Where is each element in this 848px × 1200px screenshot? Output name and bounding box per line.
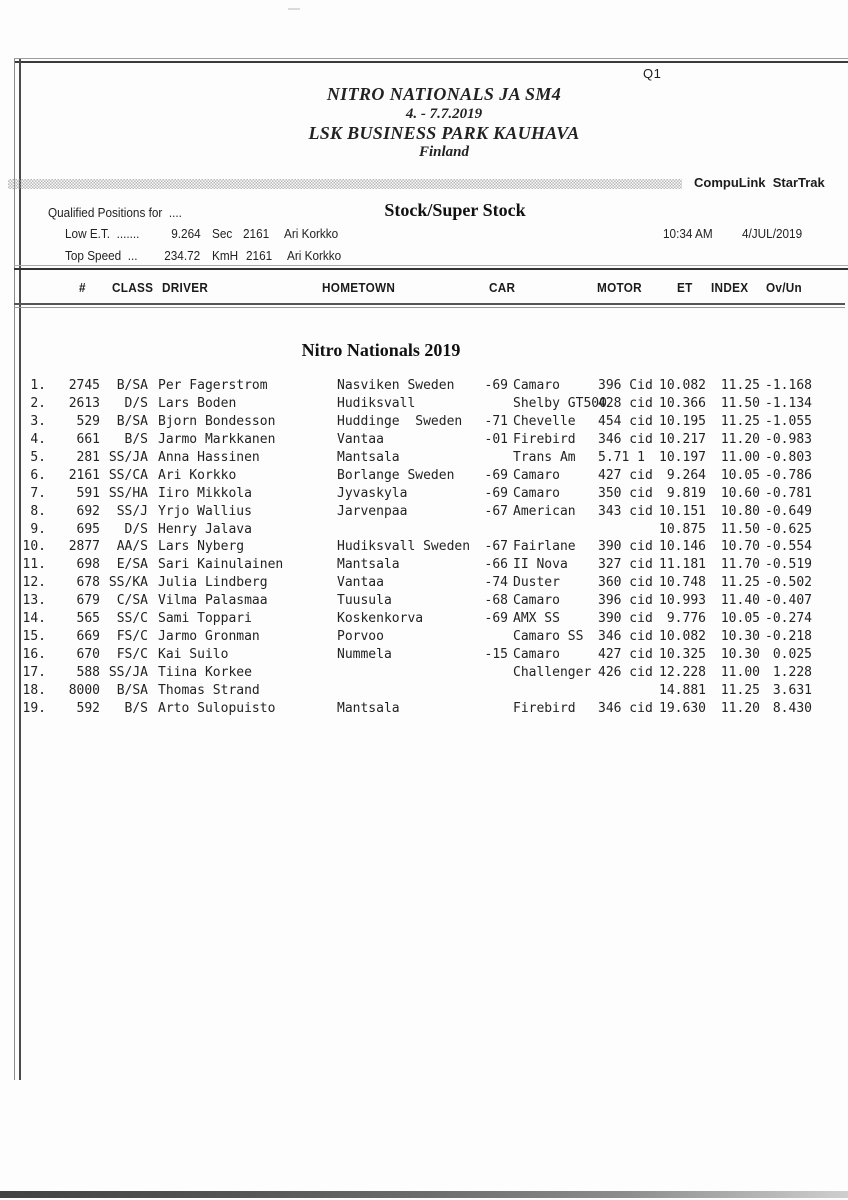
table-row [0, 521, 848, 539]
col-header-ovun: Ov/Un [766, 281, 803, 295]
cell-motor: 327 cid [598, 557, 653, 573]
cell-index: 11.25 [720, 413, 760, 429]
cell-driver: Lars Nyberg [158, 539, 245, 555]
cell-et: 11.181 [659, 557, 706, 573]
table-row [0, 431, 848, 449]
cell-position: 9. [30, 521, 46, 537]
cell-position: 1. [30, 378, 46, 393]
cell-car-name: II Nova [513, 557, 568, 573]
cell-hometown: Mantsala [337, 557, 400, 573]
cell-over-under: -0.218 [765, 629, 812, 645]
cell-class: B/SA [116, 682, 148, 698]
table-row [0, 467, 848, 485]
cell-over-under: -0.983 [765, 431, 812, 447]
cell-driver: Kai Suilo [158, 647, 229, 663]
cell-et: 10.197 [659, 449, 706, 465]
cell-motor: 5.71 1 [598, 449, 645, 465]
cell-class: SS/C [116, 611, 148, 627]
cell-position: 8. [30, 503, 46, 519]
cell-position: 2. [30, 395, 46, 411]
cell-hometown: Mantsala [337, 449, 400, 465]
cell-hometown: Nasviken Sweden [337, 378, 455, 393]
cell-position: 15. [22, 629, 46, 645]
low-et-car-number: 2161 [243, 227, 270, 241]
cell-index: 10.60 [720, 485, 760, 501]
cell-motor: 350 cid [598, 485, 653, 501]
cell-driver: Per Fagerstrom [158, 378, 268, 393]
cell-hometown: Vantaa [337, 431, 384, 447]
timing-system-brand: CompuLink StarTrak [694, 175, 825, 190]
cell-over-under: -0.554 [765, 539, 812, 555]
cell-over-under: -0.649 [765, 503, 812, 519]
cell-motor: 427 cid [598, 467, 653, 483]
cell-et: 10.082 [659, 378, 706, 393]
cell-et: 10.082 [659, 629, 706, 645]
col-header-class: CLASS [112, 281, 154, 295]
cell-car-number: 591 [76, 485, 100, 501]
cell-over-under: -0.274 [765, 611, 812, 627]
table-row [0, 592, 848, 610]
col-header-number: # [79, 281, 86, 295]
cell-index: 11.40 [720, 593, 760, 609]
cell-car-number: 2877 [68, 539, 100, 555]
cell-hometown: Koskenkorva [337, 611, 424, 627]
table-row [0, 538, 848, 556]
cell-position: 5. [30, 449, 46, 465]
header-rule-bottom-light [14, 307, 845, 308]
table-row [0, 646, 848, 664]
cell-et: 14.881 [659, 682, 706, 698]
table-row [0, 628, 848, 646]
col-header-index: INDEX [711, 281, 749, 295]
cell-motor: 346 cid [598, 431, 653, 447]
cell-car-name: Camaro [513, 467, 560, 483]
cell-car-number: 8000 [68, 682, 100, 698]
cell-car-number: 698 [76, 557, 100, 573]
cell-class: FS/C [116, 629, 148, 645]
cell-over-under: -1.134 [765, 395, 812, 411]
top-speed-driver: Ari Korkko [287, 249, 342, 263]
top-speed-label: Top Speed ... [65, 249, 138, 263]
cell-position: 17. [22, 665, 46, 680]
table-row [0, 664, 848, 682]
cell-motor: 346 cid [598, 700, 653, 716]
cell-car-number: 678 [76, 575, 100, 591]
low-et-label: Low E.T. ....... [65, 227, 140, 241]
table-row [0, 449, 848, 467]
cell-index: 11.20 [720, 700, 760, 716]
cell-index: 11.20 [720, 431, 760, 447]
cell-driver: Lars Boden [158, 395, 237, 411]
cell-position: 11. [22, 557, 46, 573]
cell-index: 11.70 [720, 557, 760, 573]
cell-car-name: Camaro SS [513, 629, 584, 645]
cell-et: 10.748 [659, 575, 706, 591]
table-row [0, 503, 848, 521]
cell-class: SS/HA [108, 485, 148, 501]
cell-car-number: 2613 [68, 395, 100, 411]
cell-motor: 426 cid [598, 665, 653, 680]
cell-et: 10.366 [659, 395, 706, 411]
cell-driver: Iiro Mikkola [158, 485, 252, 501]
low-et-unit: Sec [212, 227, 233, 241]
table-row [0, 377, 848, 395]
cell-position: 7. [30, 485, 46, 501]
cell-hometown: Jyvaskyla [337, 485, 408, 501]
cell-driver: Vilma Palasmaa [158, 593, 268, 609]
col-header-motor: MOTOR [597, 281, 642, 295]
cell-hometown: Huddinge Sweden [337, 413, 463, 429]
cell-class: B/SA [116, 378, 148, 393]
table-row [0, 574, 848, 592]
cell-class: B/SA [116, 413, 148, 429]
cell-position: 6. [30, 467, 46, 483]
cell-driver: Sari Kainulainen [158, 557, 284, 573]
cell-car-year: -69 [484, 611, 508, 627]
cell-index: 11.50 [720, 521, 760, 537]
cell-hometown: Mantsala [337, 700, 400, 716]
cell-over-under: -0.803 [765, 449, 812, 465]
cell-car-year: -15 [484, 647, 508, 663]
cell-index: 11.25 [720, 575, 760, 591]
cell-et: 12.228 [659, 665, 706, 680]
cell-car-number: 588 [76, 665, 100, 680]
dotted-separator [8, 179, 682, 189]
cell-car-number: 679 [76, 593, 100, 609]
cell-index: 10.05 [720, 467, 760, 483]
cell-et: 9.264 [666, 467, 706, 483]
cell-et: 19.630 [659, 700, 706, 716]
cell-et: 10.151 [659, 503, 706, 519]
header-rule-top-dark [14, 268, 848, 270]
cell-class: D/S [124, 395, 148, 411]
cell-index: 10.05 [720, 611, 760, 627]
cell-class: SS/JA [108, 449, 148, 465]
cell-car-name: Firebird [513, 431, 576, 447]
cell-index: 10.30 [720, 647, 760, 663]
event-title: NITRO NATIONALS JA SM4 [326, 84, 562, 104]
cell-motor: 390 cid [598, 539, 653, 555]
cell-class: SS/JA [108, 665, 148, 680]
cell-car-name: Duster [513, 575, 560, 591]
cell-et: 10.195 [659, 413, 706, 429]
cell-over-under: -0.407 [765, 593, 812, 609]
results-rows [0, 377, 848, 718]
cell-car-name: AMX SS [513, 611, 560, 627]
cell-over-under: -0.786 [765, 467, 812, 483]
cell-class: SS/J [116, 503, 148, 519]
qualified-positions-label: Qualified Positions for .... [48, 206, 182, 220]
cell-et: 10.146 [659, 539, 706, 555]
cell-car-name: Trans Am [513, 449, 576, 465]
event-dates: 4. - 7.7.2019 [405, 106, 483, 122]
cell-driver: Jarmo Markkanen [158, 431, 276, 447]
cell-driver: Julia Lindberg [158, 575, 268, 591]
session-label: Q1 [643, 66, 662, 81]
low-et-value: 9.264 [171, 227, 201, 241]
cell-motor: 360 cid [598, 575, 653, 591]
table-row [0, 485, 848, 503]
cell-over-under: -0.502 [765, 575, 812, 591]
cell-car-year: -69 [484, 467, 508, 483]
cell-over-under: -1.168 [765, 378, 812, 393]
event-country: Finland [418, 144, 470, 160]
cell-car-name: Shelby GT500 [513, 395, 607, 411]
cell-position: 10. [22, 539, 46, 555]
class-title: Stock/Super Stock [384, 200, 526, 220]
cell-index: 10.80 [720, 503, 760, 519]
cell-class: B/S [124, 700, 148, 716]
cell-et: 10.993 [659, 593, 706, 609]
cell-class: FS/C [116, 647, 148, 663]
cell-index: 11.25 [720, 682, 760, 698]
cell-over-under: -0.781 [765, 485, 812, 501]
cell-driver: Tiina Korkee [158, 665, 252, 680]
cell-car-name: Firebird [513, 700, 576, 716]
cell-et: 9.819 [666, 485, 706, 501]
cell-car-number: 2745 [68, 378, 100, 393]
cell-car-name: Camaro [513, 593, 560, 609]
cell-et: 10.325 [659, 647, 706, 663]
cell-car-year: -66 [484, 557, 508, 573]
cell-position: 3. [30, 413, 46, 429]
top-speed-car-number: 2161 [246, 249, 273, 263]
cell-position: 19. [22, 700, 46, 716]
top-speed-value: 234.72 [164, 249, 201, 263]
cell-car-number: 692 [76, 503, 100, 519]
cell-car-year: -69 [484, 485, 508, 501]
cell-car-name: Challenger [513, 665, 592, 680]
cell-index: 10.70 [720, 539, 760, 555]
page-top-border-dark [14, 61, 848, 63]
cell-index: 11.25 [720, 378, 760, 393]
cell-car-number: 281 [76, 449, 100, 465]
cell-car-number: 2161 [68, 467, 100, 483]
cell-class: B/S [124, 431, 148, 447]
cell-car-number: 529 [76, 413, 100, 429]
cell-class: AA/S [116, 539, 148, 555]
cell-hometown: Tuusula [337, 593, 392, 609]
table-row [0, 556, 848, 574]
cell-index: 11.00 [720, 449, 760, 465]
top-speed-unit: KmH [212, 249, 239, 263]
cell-motor: 396 cid [598, 593, 653, 609]
cell-hometown: Hudiksvall [337, 395, 416, 411]
table-row [0, 700, 848, 718]
cell-car-name: Chevelle [513, 413, 576, 429]
cell-driver: Jarmo Gronman [158, 629, 260, 645]
cell-position: 14. [22, 611, 46, 627]
cell-class: E/SA [116, 557, 148, 573]
table-row [0, 395, 848, 413]
cell-driver: Anna Hassinen [158, 449, 260, 465]
cell-driver: Thomas Strand [158, 682, 260, 698]
col-header-driver: DRIVER [162, 281, 209, 295]
cell-position: 13. [22, 593, 46, 609]
cell-car-year: -01 [484, 431, 508, 447]
cell-index: 11.50 [720, 395, 760, 411]
cell-over-under: 3.631 [772, 682, 812, 698]
cell-driver: Ari Korkko [158, 467, 237, 483]
header-rule-top-light [14, 265, 848, 266]
cell-car-name: Camaro [513, 378, 560, 393]
cell-driver: Bjorn Bondesson [158, 413, 276, 429]
cell-over-under: 1.228 [772, 665, 812, 680]
cell-driver: Sami Toppari [158, 611, 252, 627]
cell-car-name: Camaro [513, 647, 560, 663]
col-header-car: CAR [489, 281, 516, 295]
cell-class: C/SA [116, 593, 148, 609]
cell-index: 10.30 [720, 629, 760, 645]
cell-motor: 427 cid [598, 647, 653, 663]
cell-hometown: Borlange Sweden [337, 467, 455, 483]
cell-over-under: -0.519 [765, 557, 812, 573]
cell-car-number: 565 [76, 611, 100, 627]
print-time: 10:34 AM [663, 227, 713, 241]
col-header-et: ET [677, 281, 693, 295]
cell-car-name: Fairlane [513, 539, 576, 555]
cell-driver: Yrjo Wallius [158, 503, 252, 519]
print-date: 4/JUL/2019 [742, 227, 803, 241]
page-top-border-light [14, 58, 848, 59]
cell-hometown: Porvoo [337, 629, 384, 645]
cell-position: 12. [22, 575, 46, 591]
cell-hometown: Vantaa [337, 575, 384, 591]
cell-class: D/S [124, 521, 148, 537]
scan-speck [288, 8, 300, 10]
cell-car-year: -67 [484, 503, 508, 519]
cell-position: 16. [22, 647, 46, 663]
cell-car-number: 592 [76, 700, 100, 716]
cell-position: 4. [30, 431, 46, 447]
low-et-driver: Ari Korkko [284, 227, 339, 241]
cell-position: 18. [22, 682, 46, 698]
cell-over-under: -0.625 [765, 521, 812, 537]
cell-motor: 343 cid [598, 503, 653, 519]
cell-et: 10.875 [659, 521, 706, 537]
cell-class: SS/KA [108, 575, 148, 591]
cell-car-year: -71 [484, 413, 508, 429]
cell-hometown: Jarvenpaa [337, 503, 408, 519]
cell-over-under: 8.430 [772, 700, 812, 716]
cell-hometown: Nummela [337, 647, 392, 663]
cell-car-year: -69 [484, 378, 508, 393]
cell-et: 10.217 [659, 431, 706, 447]
cell-motor: 454 cid [598, 413, 653, 429]
event-venue: LSK BUSINESS PARK KAUHAVA [308, 123, 580, 143]
cell-over-under: -1.055 [765, 413, 812, 429]
cell-motor: 428 cid [598, 395, 653, 411]
cell-index: 11.00 [720, 665, 760, 680]
cell-driver: Arto Sulopuisto [158, 700, 276, 716]
cell-car-name: Camaro [513, 485, 560, 501]
cell-motor: 390 cid [598, 611, 653, 627]
col-header-hometown: HOMETOWN [322, 281, 396, 295]
cell-car-number: 661 [76, 431, 100, 447]
cell-car-year: -67 [484, 539, 508, 555]
table-row [0, 413, 848, 431]
cell-driver: Henry Jalava [158, 521, 252, 537]
cell-hometown: Hudiksvall Sweden [337, 539, 471, 555]
results-section-title: Nitro Nationals 2019 [301, 340, 461, 360]
cell-car-year: -68 [484, 593, 508, 609]
scan-bottom-edge [0, 1191, 848, 1198]
header-rule-bottom-dark [14, 303, 845, 305]
cell-car-year: -74 [484, 575, 508, 591]
cell-car-number: 670 [76, 647, 100, 663]
cell-car-number: 669 [76, 629, 100, 645]
table-row [0, 610, 848, 628]
cell-car-name: American [513, 503, 576, 519]
cell-motor: 346 cid [598, 629, 653, 645]
cell-motor: 396 Cid [598, 378, 653, 393]
cell-et: 9.776 [666, 611, 706, 627]
cell-class: SS/CA [108, 467, 148, 483]
cell-over-under: 0.025 [772, 647, 812, 663]
cell-car-number: 695 [76, 521, 100, 537]
table-row [0, 682, 848, 700]
